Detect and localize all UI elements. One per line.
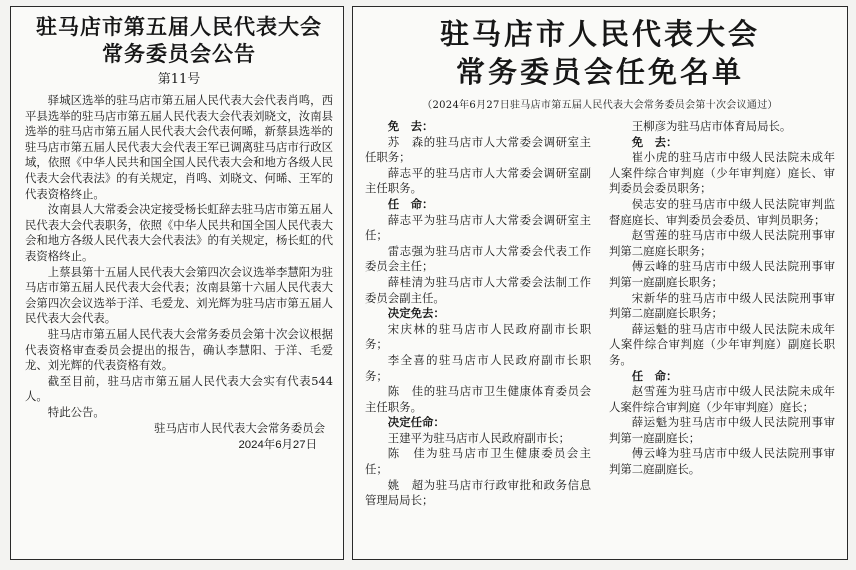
- section-heading: 决定任命：: [387, 415, 445, 430]
- list-entry: 李全喜的驻马店市人民政府副市长职务；: [365, 352, 591, 383]
- list-entry: 苏 森的驻马店市人大常委会调研室主任职务；: [365, 134, 591, 165]
- list-entry: 王建平为驻马店市人民政府副市长；: [387, 430, 571, 445]
- section-heading: 任 命：: [631, 368, 678, 383]
- list-column-right: [609, 119, 835, 509]
- list-subtitle: （2024年6月27日驻马店市第五届人民代表大会常务委员会第十次会议通过）: [422, 100, 778, 111]
- standing-committee-notice: [10, 6, 344, 560]
- list-entry: 薛志平的驻马店市人大常委会调研室副主任职务。: [365, 165, 591, 196]
- list-title-line1: 驻马店市人民代表大会: [439, 17, 760, 51]
- list-entry: 侯志安的驻马店市中级人民法院审判监督庭庭长、审判委员会委员、审判员职务；: [609, 196, 835, 227]
- notice-paragraph: 驿城区选举的驻马店市第五届人民代表大会代表肖鸣，西平县选举的驻马店市第五届人民代表大会代表刘晓文，汝南县选举的驻马店市第五届人民代表大会代表何晞，新蔡县选举的驻马店市第五届人民代表大会代表王军已调离驻马店市行政区域，依照《中华人民共和国全国人民代表大会和地方各级人民代表大会代表法》的有关规定，肖鸣、刘晓文、何晞、王军的代表资格终止。: [25, 93, 333, 201]
- notice-paragraph: 汝南县人大常委会决定接受杨长虹辞去驻马店市第五届人民代表大会代表职务，依照《中华人民共和国全国人民代表大会和地方各级人民代表大会代表法》的有关规定，杨长虹的代表资格终止。: [25, 202, 333, 263]
- list-entry: 陈 佳为驻马店市卫生健康委员会主任；: [365, 446, 591, 477]
- notice-title-line2: 常务委员会公告: [102, 41, 256, 66]
- list-entry: 薛运魁的驻马店市中级人民法院未成年人案件综合审判庭（少年审判庭）副庭长职务。: [609, 321, 835, 367]
- list-entry: 陈 佳的驻马店市卫生健康体育委员会主任职务。: [365, 384, 591, 414]
- section-heading: 决定免去：: [387, 306, 445, 321]
- notice-title: [25, 13, 333, 67]
- list-entry: 姚 超为驻马店市行政审批和政务信息管理局局长；: [365, 477, 591, 508]
- list-columns: [365, 119, 835, 509]
- list-entry: 宋新华的驻马店市中级人民法院刑事审判第二庭副庭长职务；: [609, 290, 835, 321]
- list-entry: 赵雪莲的驻马店市中级人民法院刑事审判第二庭庭长职务；: [609, 228, 835, 258]
- list-entry: 王柳彦为驻马店市体育局局长。: [631, 119, 792, 133]
- list-entry: 薛志平为驻马店市人大常委会调研室主任；: [365, 212, 591, 243]
- notice-signature-org: 驻马店市人民代表大会常务委员会: [154, 423, 325, 436]
- list-entry: 傅云峰为驻马店市中级人民法院刑事审判第二庭副庭长。: [609, 446, 835, 477]
- notice-paragraph: 驻马店市第五届人民代表大会常务委员会第十次会议根据代表资格审查委员会提出的报告，确认李慧阳、于洋、毛爱龙、刘光辉的代表资格有效。: [25, 326, 333, 373]
- section-heading: 免 去：: [631, 134, 678, 149]
- list-entry: 赵雪莲为驻马店市中级人民法院未成年人案件综合审判庭（少年审判庭）庭长；: [609, 384, 835, 414]
- notice-title-line1: 驻马店市第五届人民代表大会: [36, 14, 322, 39]
- list-entry: 傅云峰的驻马店市中级人民法院刑事审判第一庭副庭长职务；: [609, 259, 835, 289]
- list-column-left: [365, 119, 591, 509]
- notice-paragraph: 上蔡县第十五届人民代表大会第四次会议选举李慧阳为驻马店市第五届人民代表大会代表；汝南县第十六届人民代表大会第四次会议选举于洋、毛爱龙、刘光辉为驻马店市第五届人民代表大会代表。: [25, 264, 333, 326]
- appointment-list: [352, 6, 848, 560]
- list-entry: 宋庆林的驻马店市人民政府副市长职务；: [365, 321, 591, 352]
- list-title-line2: 常务委员会任免名单: [455, 55, 744, 89]
- notice-paragraph: 特此公告。: [47, 404, 105, 419]
- list-entry: 雷志强为驻马店市人大常委会代表工作委员会主任；: [365, 243, 591, 274]
- section-heading: 任 命：: [387, 196, 434, 211]
- notice-paragraph: 截至目前，驻马店市第五届人民代表大会实有代表544人。: [25, 373, 333, 404]
- notice-signature-date: 2024年6月27日: [238, 439, 317, 452]
- list-entry: 薛运魁为驻马店市中级人民法院刑事审判第一庭副庭长；: [609, 415, 835, 445]
- list-entry: 崔小虎的驻马店市中级人民法院未成年人案件综合审判庭（少年审判庭）庭长、审判委员会委员职务；: [609, 150, 835, 196]
- section-heading: 免 去：: [387, 119, 434, 133]
- notice-number: 第11号: [157, 72, 201, 87]
- list-title: [365, 15, 835, 91]
- list-entry: 薛桂清为驻马店市人大常委会法制工作委员会副主任。: [365, 274, 591, 305]
